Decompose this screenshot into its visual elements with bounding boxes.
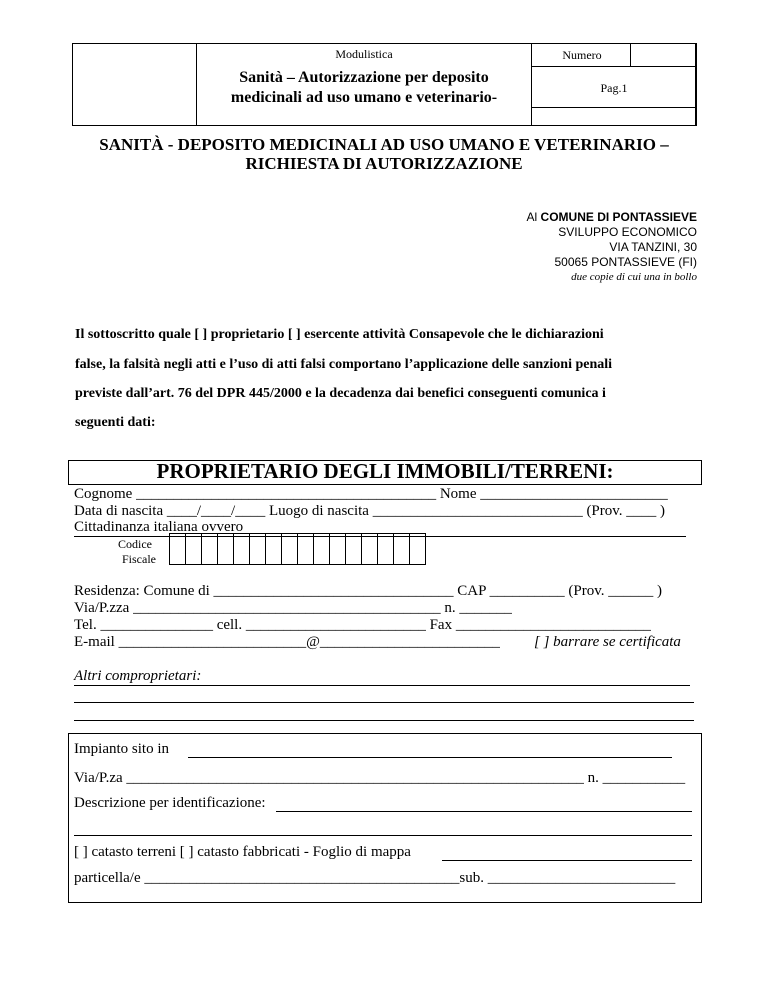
main-title-line2: RICHIESTA DI AUTORIZZAZIONE [245, 154, 523, 173]
modulistica-label: Modulistica [335, 47, 393, 61]
data-luogo-nascita-field[interactable]: Data di nascita ____/____/____ Luogo di nascita ____________________________ (Prov. ____ ) [74, 503, 666, 519]
numero-label: Numero [562, 48, 602, 62]
header-table [72, 43, 696, 126]
impianto-sito-label: Impianto sito in [74, 741, 169, 757]
descrizione-label: Descrizione per identificazione: [74, 795, 266, 811]
cognome-nome-field[interactable]: Cognome ________________________________________ Nome _________________________ [74, 486, 668, 502]
catasto-field[interactable] [74, 844, 692, 861]
catasto-label: [ ] catasto terreni [ ] catasto fabbricati - Foglio di mappa [74, 844, 411, 860]
recipient-ufficio: SVILUPPO ECONOMICO [558, 225, 697, 239]
fiscale-label: Fiscale [122, 552, 156, 566]
impianto-sito-field[interactable] [74, 741, 672, 758]
descrizione-line-2[interactable] [74, 834, 692, 836]
logo-cell [72, 43, 197, 126]
certificata-checkbox[interactable]: [ ] barrare se certificata [534, 634, 681, 650]
codice-label: Codice [118, 537, 152, 551]
declaration-line1: Il sottoscritto quale [ ] proprietario [ ] esercente attività Consapevole che le dichiarazioni [75, 327, 604, 342]
descrizione-field[interactable] [74, 795, 692, 812]
section-title: PROPRIETARIO DEGLI IMMOBILI/TERRENI: [156, 459, 614, 483]
codice-fiscale-boxes[interactable] [169, 533, 426, 565]
recipient-comune [527, 210, 697, 224]
altri-line-2[interactable] [74, 701, 694, 703]
form-title-line2: medicinali ad uso umano e veterinario- [230, 89, 498, 106]
altri-line-3[interactable] [74, 719, 694, 721]
recipient-comune-name: COMUNE DI PONTASSIEVE [540, 210, 697, 224]
declaration-line3: previste dall’art. 76 del DPR 445/2000 e la decadenza dai benefici conseguenti comunica i [75, 386, 606, 401]
main-title-line1: SANITÀ - DEPOSITO MEDICINALI AD USO UMANO E VETERINARIO – [99, 135, 669, 154]
via-piazza-field[interactable]: Via/P.zza _________________________________________ n. _______ [74, 600, 512, 616]
numero-value-cell [630, 43, 697, 67]
recipient-via: VIA TANZINI, 30 [609, 240, 697, 254]
particella-field[interactable]: particella/e __________________________________________sub. _________________________ [74, 870, 676, 886]
recipient-citta: 50065 PONTASSIEVE (FI) [554, 255, 697, 269]
tel-cell-fax-field[interactable]: Tel. _______________ cell. ________________________ Fax __________________________ [74, 617, 651, 633]
altri-comproprietari-field[interactable] [74, 668, 690, 686]
email-field[interactable]: E-mail _________________________@________________________ [74, 634, 500, 650]
page-number: Pag.1 [600, 81, 628, 95]
cittadinanza-label: Cittadinanza italiana ovvero [74, 519, 244, 535]
altri-comproprietari-label: Altri comproprietari: [74, 668, 202, 684]
impianto-via-field[interactable]: Via/P.za _____________________________________________________________ n. ___________ [74, 770, 686, 786]
footer-cell [531, 107, 697, 126]
recipient-note: due copie di cui una in bollo [571, 271, 697, 283]
declaration-line4: seguenti dati: [75, 415, 156, 430]
form-title-line1: Sanità – Autorizzazione per deposito [239, 69, 489, 86]
declaration-line2: false, la falsità negli atti e l’uso di atti falsi comportano l’applicazione delle sanzioni penali [75, 357, 613, 372]
recipient-al: Al [526, 210, 538, 224]
residenza-field[interactable]: Residenza: Comune di ________________________________ CAP __________ (Prov. ______ ) [74, 583, 663, 599]
